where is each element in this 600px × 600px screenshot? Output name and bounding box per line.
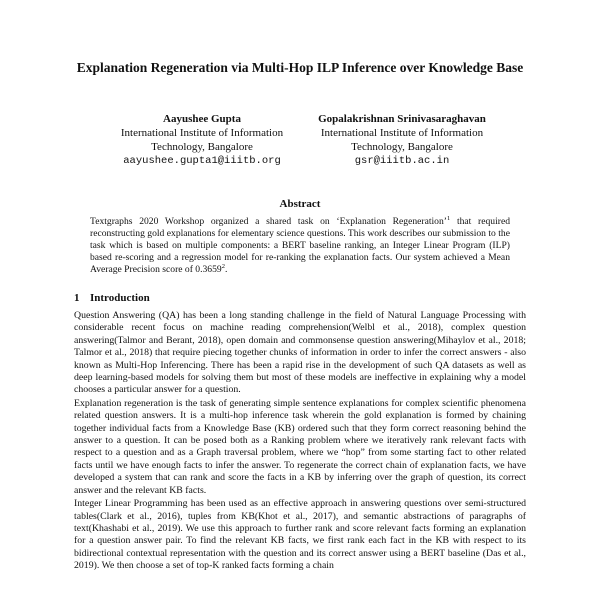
author-block-2 xyxy=(292,112,512,168)
body-paragraph: Explanation regeneration is the task of generating simple sentence explanations for complex scientific phenomena related question answers. It is a multi-hop inference task wherein the gold explanation is formed by chaining together individual facts from a Knowledge Base (KB) ordered such that they form correct reasoning behind the answer to a question. It can be posed both as a Ranking problem where we iteratively rank relevant facts with respect to a question and as a Graph traversal problem, where we “hop” from some starting fact to other related facts until we have enough facts to infer the answer. To regenerate the correct chain of explanation facts, we have developed a system that can rank and score the facts in a KB by inferring over the graph of question, its correct answer and the relevant KB facts. xyxy=(74,397,526,496)
body-paragraph: Integer Linear Programming has been used as an effective approach in answering questions over semi-structured tables(Clark et al., 2016), tuples from KB(Khot et al., 2017), and semantic abstractions of paragraphs of text(Khashabi et al., 2019). We use this approach to further rank and score relevant facts forming an explanation for a question answer pair. To find the relevant KB facts, we first rank each fact in the KB with respect to its bidirectional contextual representation with the question and its correct answer using a BERT baseline (Das et al., 2019). We then choose a set of top-K ranked facts forming a chain xyxy=(74,498,526,572)
abstract-part: that required reconstructing gold explanations for elementary science questions. This work describes our submission to the task which is based on multiple components: a BERT baseline ranking, an Integer Linear Program (ILP) based re-scoring and a regression model for re-ranking the explanation facts. Our system achieved a Mean Average Precision score of 0.3659 xyxy=(90,216,511,275)
footnote-marker: 1 xyxy=(446,214,451,222)
author-email: aayushee.gupta1@iiitb.org xyxy=(123,155,281,167)
author-name: Aayushee Gupta xyxy=(163,113,241,125)
section-number: 1 xyxy=(74,292,80,304)
author-affiliation: Technology, Bangalore xyxy=(151,141,253,153)
abstract-part: . xyxy=(224,264,228,275)
paper-title: Explanation Regeneration via Multi-Hop ILP Inference over Knowledge Base xyxy=(76,60,524,75)
section-body xyxy=(74,310,526,574)
author-affiliation: Technology, Bangalore xyxy=(351,141,453,153)
abstract-text xyxy=(90,216,510,276)
abstract-part: Textgraphs 2020 Workshop organized a shared task on ‘Explanation Regeneration’ xyxy=(90,216,447,227)
author-email: gsr@iiitb.ac.in xyxy=(354,155,450,167)
author-affiliation: International Institute of Information xyxy=(120,127,284,139)
author-block-1 xyxy=(92,112,312,168)
section-title: Introduction xyxy=(90,292,150,304)
author-name: Gopalakrishnan Srinivasaraghavan xyxy=(318,113,486,125)
body-paragraph: Question Answering (QA) has been a long standing challenge in the field of Natural Language Processing with considerable recent focus on machine reading comprehension(Welbl et al., 2018), complex question answering(Talmor and Berant, 2018), open domain and commonsense question answering(Mihaylov et al., 2018; Talmor et al., 2018) that require piecing together chunks of information in order to infer the correct answers - also known as Multi-Hop Inferencing. There has been a rapid rise in the development of such QA datasets as well as deep learning-based models for solving them but most of these models are ineffective in explaining why a model chooses a particular answer for a question. xyxy=(74,310,526,396)
abstract-heading: Abstract xyxy=(279,198,321,210)
author-affiliation: International Institute of Information xyxy=(320,127,484,139)
section-heading xyxy=(74,292,150,304)
footnote-marker: 2 xyxy=(221,262,225,270)
